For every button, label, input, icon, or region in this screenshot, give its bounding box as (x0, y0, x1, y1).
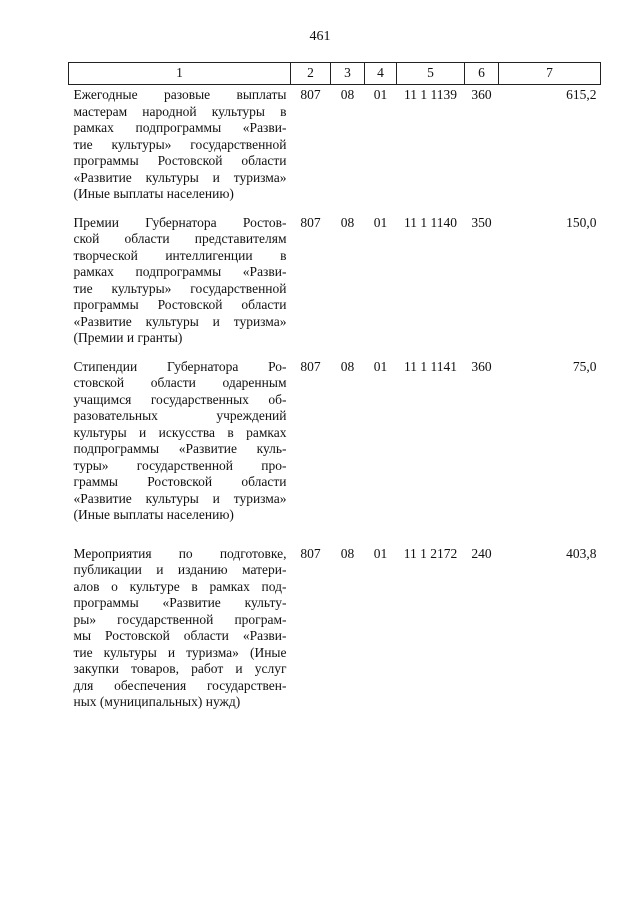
description-line: граммы Ростовской области (73, 474, 287, 489)
description-line: культуры и искусства в рамках (73, 424, 287, 440)
page-number: 461 (309, 29, 331, 44)
description-line: программы Ростовской области (73, 297, 287, 312)
row-description (69, 357, 291, 524)
description-line: тие культуры» государственной (73, 280, 287, 296)
description-line: мы Ростовской области «Разви- (73, 628, 287, 643)
description-line: учащимся государственных об- (73, 391, 287, 407)
target-article-code: 11 1 1140 (404, 214, 457, 230)
description-line: для обеспечения государствен- (73, 677, 287, 693)
ved-code: 807 (300, 214, 321, 230)
description-line: (Иные выплаты населению) (73, 186, 234, 201)
header-col-4: 4 (365, 63, 397, 85)
description-line: алов о культуре в рамках под- (73, 578, 287, 594)
description-line: творческой интеллигенции в (73, 247, 287, 263)
subsection-code: 01 (373, 545, 388, 561)
description-line: программы «Развитие культу- (73, 595, 287, 610)
section-code: 08 (340, 358, 355, 374)
header-col-7: 7 (499, 63, 601, 85)
description-line: «Развитие культуры и туризма» (73, 313, 287, 329)
target-article-code: 11 1 2172 (403, 545, 458, 561)
description-line: разовательных учреждений (73, 408, 287, 423)
description-line: закупки товаров, работ и услуг (73, 661, 287, 676)
description-line: «Развитие культуры и туризма» (73, 490, 287, 506)
description-line: мастерам народной культуры в (73, 103, 287, 119)
expense-type-code: 360 (471, 358, 492, 374)
budget-table (68, 62, 601, 711)
header-col-2: 2 (291, 63, 331, 85)
row-description (69, 213, 291, 347)
ved-code: 807 (300, 358, 321, 374)
description-line: ры» государственной програм- (73, 611, 287, 627)
description-line: Стипендии Губернатора Ро- (73, 358, 287, 374)
header-col-3: 3 (331, 63, 365, 85)
expense-type-code: 240 (471, 545, 492, 561)
amount: 75,0 (572, 358, 597, 374)
ved-code: 807 (300, 545, 321, 561)
table-row (69, 544, 601, 711)
description-line: Премии Губернатора Ростов- (73, 214, 287, 230)
subsection-code: 01 (373, 87, 388, 102)
section-code: 08 (340, 87, 355, 102)
description-line: подпрограммы «Развитие куль- (73, 441, 287, 456)
expense-type-code: 350 (471, 214, 492, 230)
header-col-5: 5 (397, 63, 465, 85)
header-col-6: 6 (465, 63, 499, 85)
subsection-code: 01 (373, 358, 388, 374)
target-article-code: 11 1 1141 (404, 358, 457, 374)
description-line: «Развитие культуры и туризма» (73, 169, 287, 185)
row-description (69, 85, 291, 203)
description-line: стовской области одаренным (73, 375, 287, 390)
target-article-code: 11 1 1139 (404, 87, 457, 102)
description-line: Мероприятия по подготовке, (73, 545, 287, 561)
ved-code: 807 (300, 87, 321, 102)
amount: 615,2 (566, 87, 597, 102)
description-line: рамках подпрограммы «Разви- (73, 120, 287, 135)
amount: 150,0 (566, 214, 597, 230)
description-line: программы Ростовской области (73, 153, 287, 168)
description-line: рамках подпрограммы «Разви- (73, 264, 287, 279)
description-line: (Премии и гранты) (73, 330, 183, 345)
description-line: публикации и изданию матери- (73, 562, 287, 577)
section-code: 08 (340, 545, 355, 561)
table-row (69, 213, 601, 347)
description-line: ных (муниципальных) нужд) (73, 694, 241, 709)
section-code: 08 (340, 214, 355, 230)
description-line: (Иные выплаты населению) (73, 507, 234, 522)
subsection-code: 01 (373, 214, 388, 230)
table-row (69, 85, 601, 203)
description-line: Ежегодные разовые выплаты (73, 87, 287, 102)
table-row (69, 357, 601, 524)
description-line: тие культуры и туризма» (Иные (73, 644, 287, 660)
row-description (69, 544, 291, 711)
expense-type-code: 360 (471, 87, 492, 102)
description-line: ской области представителям (73, 231, 287, 246)
amount: 403,8 (566, 545, 597, 561)
header-col-1: 1 (69, 63, 291, 85)
description-line: туры» государственной про- (73, 457, 287, 473)
header-row (69, 63, 601, 85)
description-line: тие культуры» государственной (73, 136, 287, 152)
